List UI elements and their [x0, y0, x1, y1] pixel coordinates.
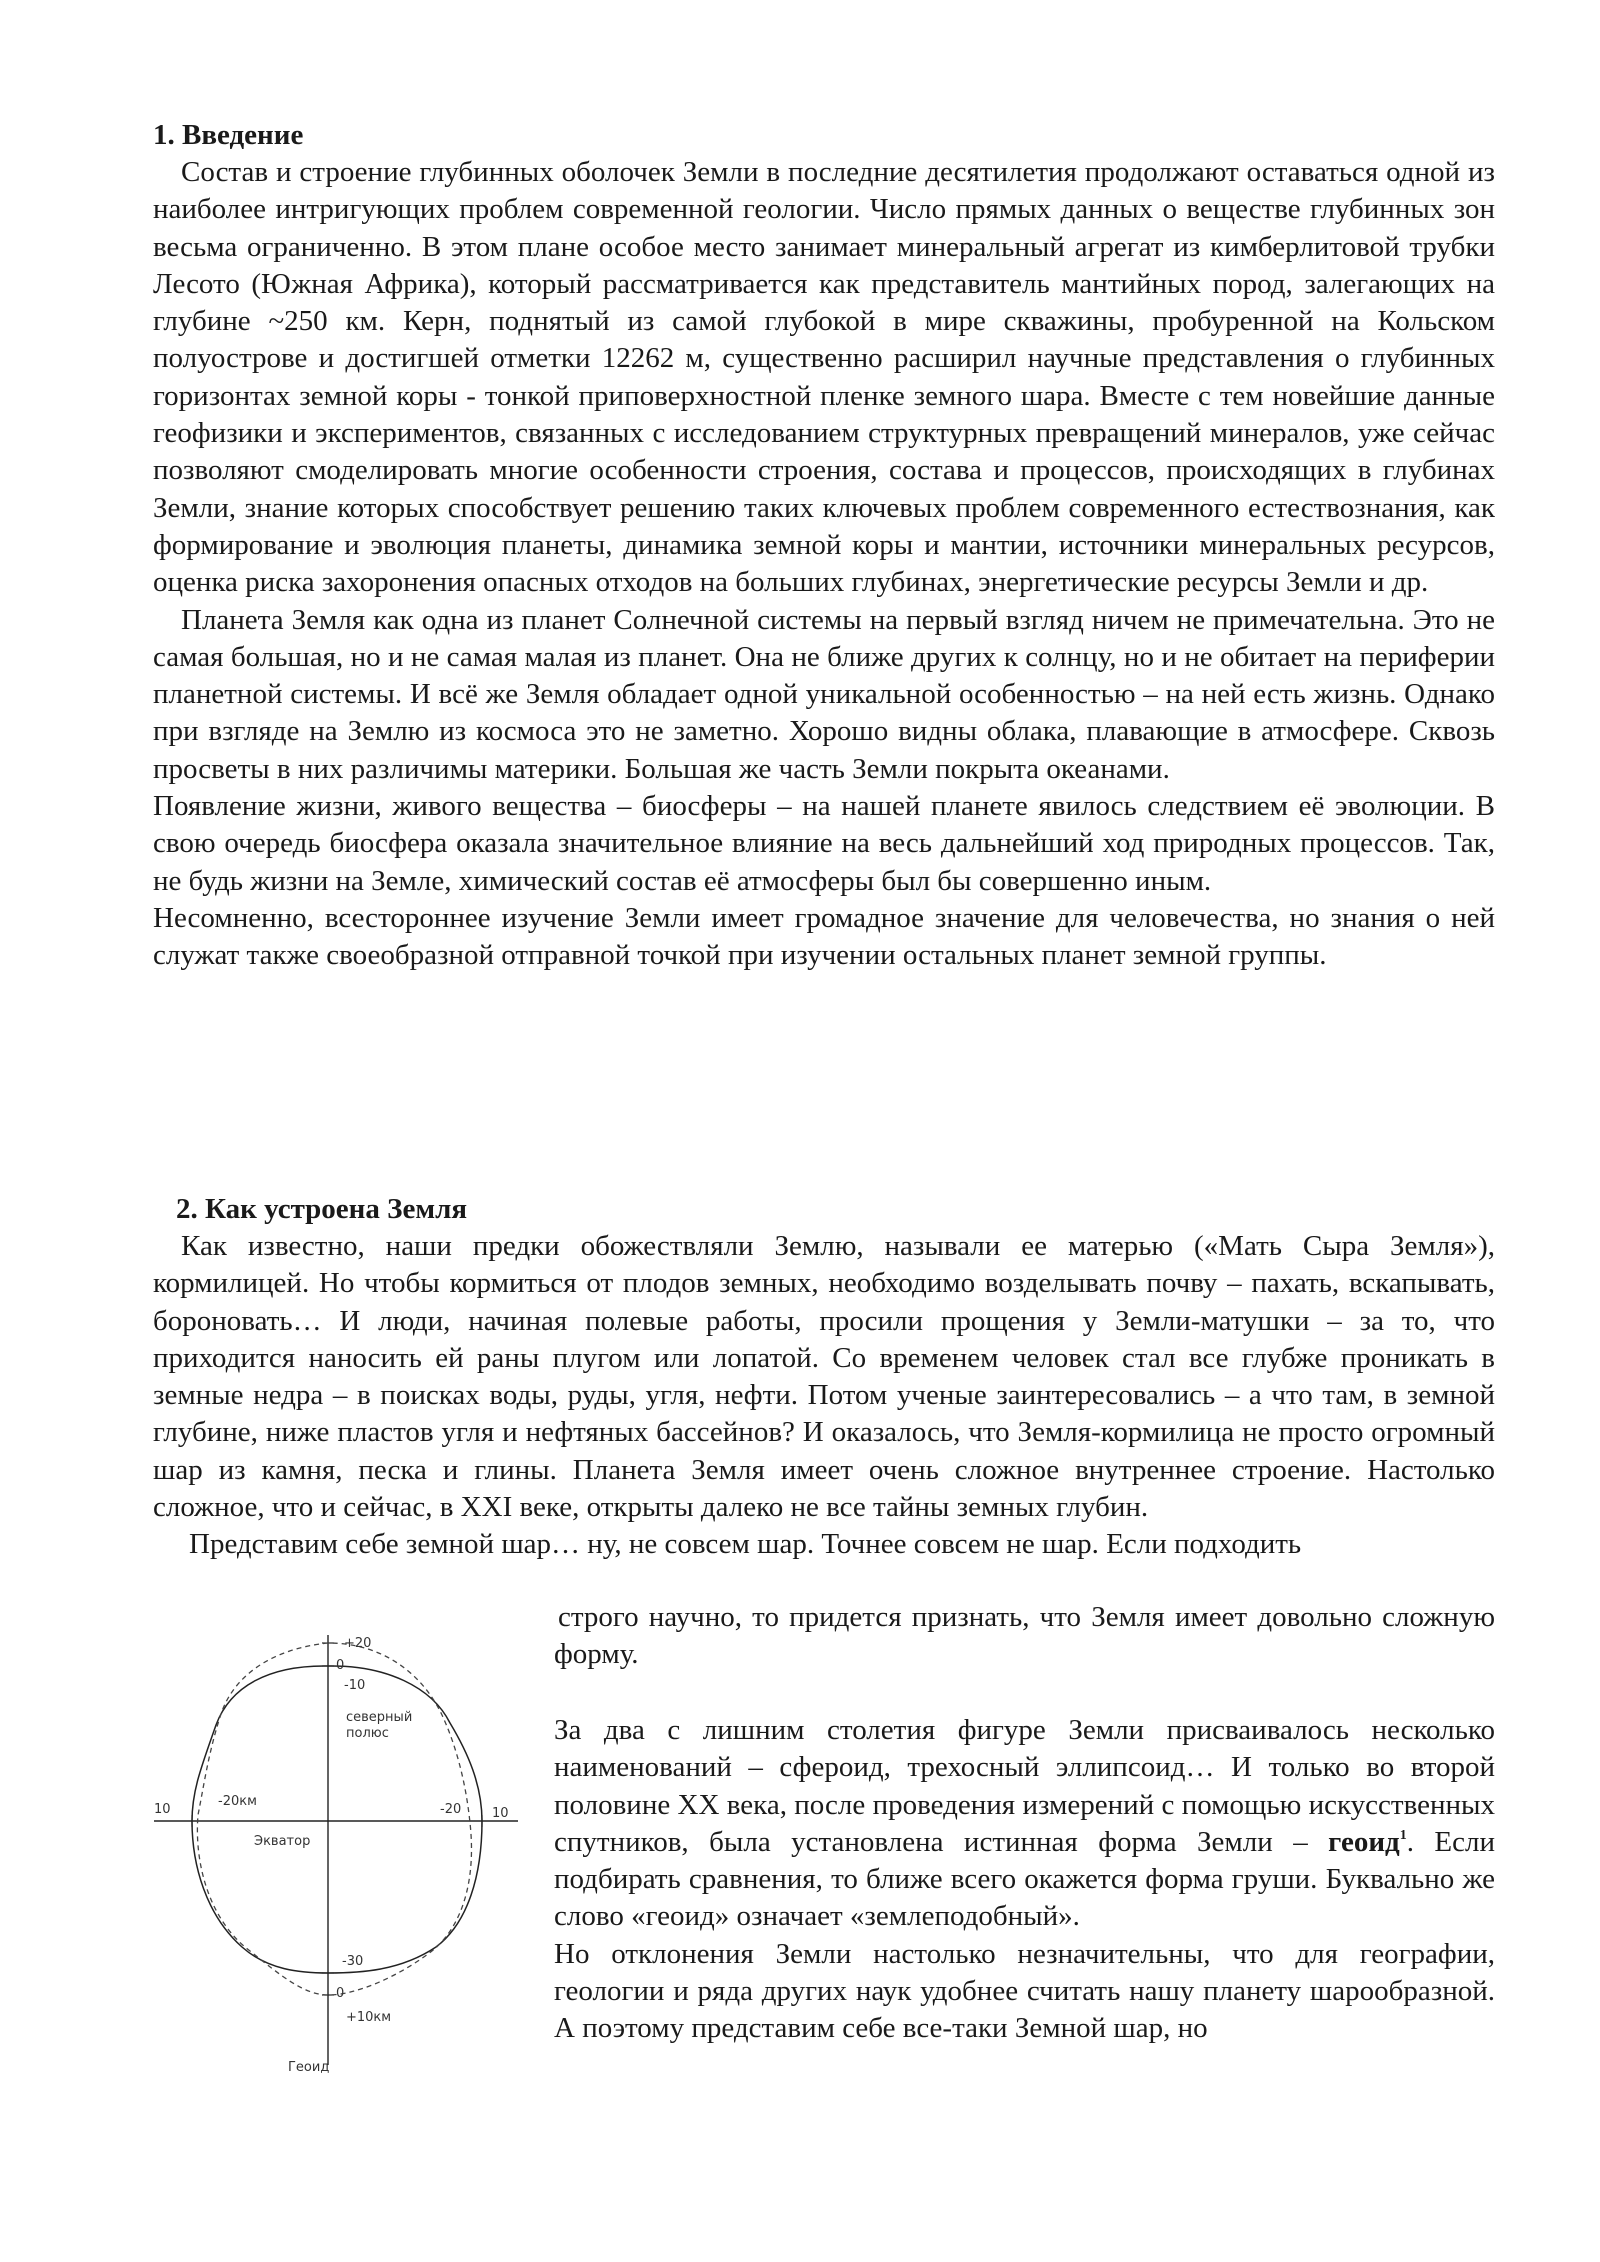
geoid-outline [197, 1643, 471, 1995]
right-column-body [554, 1712, 1495, 2048]
label-minus10: -10 [344, 1678, 366, 1693]
geoid-figure [150, 1625, 540, 2085]
paragraph: строго научно, то придется признать, что Земля имеет довольно сложную форму. [554, 1601, 1495, 1671]
paragraph: Появление жизни, живого вещества – биосферы – на нашей планете явилось следствием её эволюции. В свою очередь биосфера оказала значительное влияние на весь дальнейший ход природных процессов. Так, не будь жизни на Земле, химический состав её атмосферы был бы совершенно иным. [153, 790, 1495, 897]
section-2-body [153, 1228, 1495, 1564]
label-plus20: +20 [344, 1636, 372, 1651]
label-equator: Экватор [254, 1834, 311, 1849]
right-column-top [554, 1599, 1495, 1674]
paragraph: Представим себе земной шар… ну, не совсем шар. Точнее совсем не шар. Если подходить [189, 1528, 1302, 1561]
paragraph: Как известно, наши предки обожествляли Землю, называли ее матерью («Мать Сыра Земля»), кормилицей. Но чтобы кормиться от плодов земных, необходимо возделывать почву – пахать, вскапывать, бороновать… И люди, начиная полевые работы, просили прощения у Земли-матушки – за то, что приходится наносить ей раны плугом или лопатой. Со временем человек стал все глубже проникать в земные недра – в поисках воды, руды, угля, нефти. Потом ученые заинтересовались – а что там, в земной глубине, ниже пластов угля и нефтяных бассейнов? И оказалось, что Земля-кормилица не просто огромный шар из камня, песка и глины. Планета Земля имеет очень сложное внутреннее строение. Настолько сложное, что и сейчас, в XXI веке, открыты далеко не все тайны земных глубин. [153, 1230, 1495, 1524]
section-1-body [153, 154, 1495, 975]
geoid-diagram [150, 1625, 540, 2085]
footnote-ref[interactable]: 1 [1399, 1827, 1407, 1843]
paragraph-geoid [554, 1712, 1495, 1936]
label-zero-top: 0 [336, 1658, 345, 1673]
label-minus30: -30 [342, 1954, 364, 1969]
figure-caption: Геоид [288, 2060, 330, 2075]
label-minus20km: -20км [218, 1794, 257, 1809]
geoid-term: геоид [1328, 1825, 1400, 1858]
label-plus10km: +10км [346, 2010, 392, 2025]
label-right-10: 10 [492, 1806, 509, 1821]
paragraph: Но отклонения Земли настолько незначительны, что для географии, геологии и ряда других наук удобнее считать нашу планету шарообразной. А поэтому представим себе все-таки Земной шар, но [554, 1937, 1495, 2045]
label-right-minus20: -20 [440, 1802, 462, 1817]
section-1-heading: 1. Введение [153, 119, 304, 151]
label-north-1: северный [346, 1710, 413, 1725]
label-zero-bottom: 0 [336, 1986, 345, 2001]
paragraph-text: . Если подбирать сравнения, то ближе всего окажется форма груши. Буквально же слово «геоид» означает «землеподобный». [554, 1825, 1495, 1933]
label-left-10: 10 [154, 1802, 171, 1817]
paragraph-text: За два с лишним столетия фигуре Земли присваивалось несколько наименований – сфероид, трехосный эллипсоид… И только во второй половине XX века, после проведения измерений с помощью искусственных спутников, была установлена истинная форма Земли – [554, 1714, 1495, 1858]
label-north-2: полюс [346, 1726, 389, 1741]
paragraph: Несомненно, всестороннее изучение Земли имеет громадное значение для человечества, но знания о ней служат также своеобразной отправной точкой при изучении остальных планет земной группы. [153, 901, 1495, 972]
section-2-heading: 2. Как устроена Земля [176, 1193, 468, 1225]
ellipsoid-outline [192, 1666, 482, 1973]
paragraph: Планета Земля как одна из планет Солнечной системы на первый взгляд ничем не примечательна. Это не самая большая, но и не самая малая из планет. Она не ближе других к солнцу, но и не обитает на периферии планетной системы. И всё же Земля обладает одной уникальной особенностью – на ней есть жизнь. Однако при взгляде на Землю из космоса это не заметно. Хорошо видны облака, плавающие в атмосфере. Сквозь просветы в них различимы материки. Большая же часть Земли покрыта океанами. [153, 603, 1495, 785]
paragraph: Состав и строение глубинных оболочек Земли в последние десятилетия продолжают оставаться одной из наиболее интригующих проблем современной геологии. Число прямых данных о веществе глубинных зон весьма ограниченно. В этом плане особое место занимает минеральный агрегат из кимберлитовой трубки Лесото (Южная Африка), который рассматривается как представитель мантийных пород, залегающих на глубине ~250 км. Керн, поднятый из самой глубокой в мире скважины, пробуренной на Кольском полуострове и достигшей отметки 12262 м, существенно расширил научные представления о глубинных горизонтах земной коры - тонкой приповерхностной пленке земного шара. Вместе с тем новейшие данные геофизики и экспериментов, связанных с исследованием структурных превращений минералов, уже сейчас позволяют смоделировать многие особенности строения, состава и процессов, происходящих в глубинах Земли, знание которых способствует решению таких ключевых проблем современного естествознания, как формирование и эволюция планеты, динамика земной коры и мантии, источники минеральных ресурсов, оценка риска захоронения опасных отходов на больших глубинах, энергетические ресурсы Земли и др. [153, 156, 1495, 599]
